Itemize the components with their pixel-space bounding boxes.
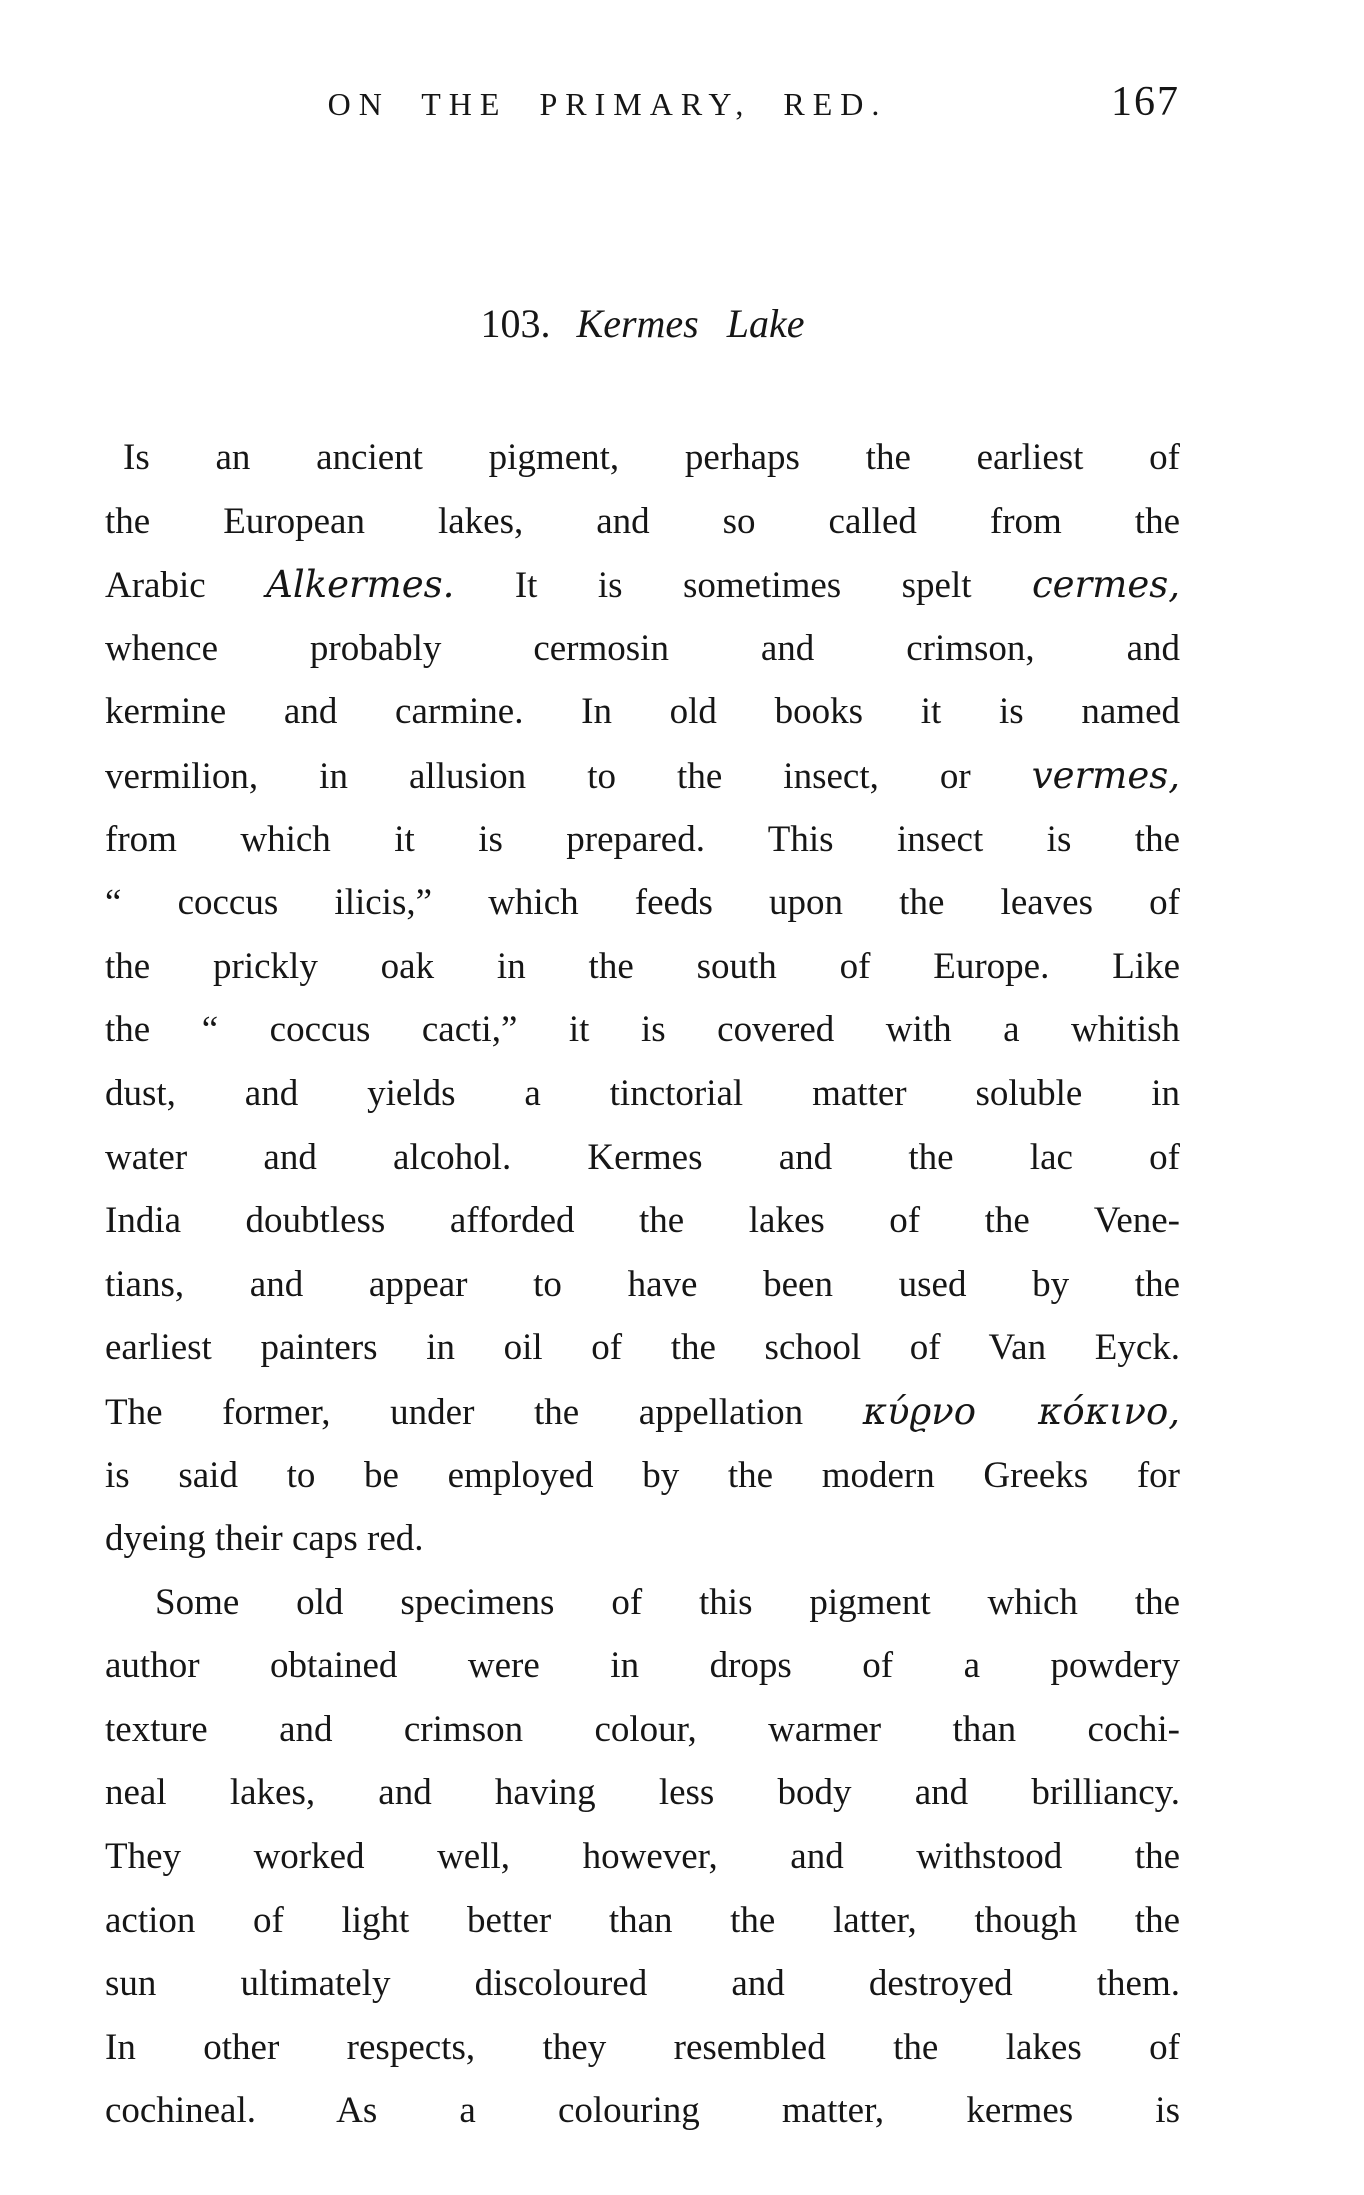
page-header bbox=[105, 79, 1180, 136]
text-line bbox=[105, 1062, 1180, 1126]
text-segment: the “ coccus cacti,” it is covered with a whitish bbox=[105, 1009, 1180, 1051]
text-segment: tians, and appear to have been used by the bbox=[105, 1263, 1180, 1305]
text-line bbox=[105, 935, 1180, 999]
text-line bbox=[105, 1316, 1180, 1380]
text-line bbox=[105, 1825, 1180, 1889]
text-segment: author obtained were in drops of a powdery bbox=[105, 1645, 1180, 1687]
text-segment: India doubtless afforded the lakes of the Vene- bbox=[105, 1200, 1180, 1242]
text-line bbox=[105, 426, 1180, 490]
paragraph bbox=[105, 1571, 1180, 2143]
text-line bbox=[105, 998, 1180, 1062]
text-line bbox=[105, 617, 1180, 681]
text-line bbox=[105, 1444, 1180, 1508]
text-segment: the European lakes, and so called from the bbox=[105, 500, 1180, 542]
text-line bbox=[105, 1952, 1180, 2016]
paragraph bbox=[105, 426, 1180, 1571]
running-head: ON THE PRIMARY, RED. bbox=[327, 86, 888, 122]
text-line bbox=[105, 1761, 1180, 1825]
text-segment: neal lakes, and having less body and brilliancy. bbox=[105, 1772, 1180, 1814]
section-heading bbox=[105, 300, 1180, 347]
text-segment: whence probably cermosin and crimson, and bbox=[105, 627, 1180, 669]
text-segment: action of light better than the latter, though the bbox=[105, 1899, 1180, 1941]
text-segment: the prickly oak in the south of Europe. Like bbox=[105, 945, 1180, 987]
text-segment: Arabic bbox=[105, 565, 267, 607]
text-line bbox=[105, 680, 1180, 744]
text-line bbox=[105, 2079, 1180, 2143]
text-line bbox=[105, 1698, 1180, 1762]
text-segment: dyeing their caps red. bbox=[105, 1518, 424, 1560]
section-number: 103. bbox=[480, 301, 551, 346]
text-line bbox=[105, 490, 1180, 554]
text-segment: dust, and yields a tinctorial matter soluble in bbox=[105, 1072, 1180, 1114]
text-segment: vermilion, in allusion to the insect, or bbox=[105, 755, 1032, 797]
italic-text: κύϱνο κόκινο, bbox=[862, 1389, 1180, 1433]
italic-text: cermes, bbox=[1031, 563, 1180, 607]
text-segment: In other respects, they resembled the lakes of bbox=[105, 2026, 1180, 2068]
text-line bbox=[105, 871, 1180, 935]
text-line bbox=[105, 744, 1180, 808]
text-segment: The former, under the appellation bbox=[105, 1391, 863, 1433]
text-line bbox=[105, 808, 1180, 872]
text-line bbox=[105, 1634, 1180, 1698]
section-title: Kermes Lake bbox=[576, 301, 805, 346]
text-line bbox=[105, 1189, 1180, 1253]
text-line bbox=[105, 553, 1180, 617]
text-line bbox=[105, 1507, 1180, 1571]
text-segment: from which it is prepared. This insect is the bbox=[105, 818, 1180, 860]
page-number: 167 bbox=[1111, 79, 1180, 125]
text-segment: water and alcohol. Kermes and the lac of bbox=[105, 1136, 1180, 1178]
text-segment: is said to be employed by the modern Greeks for bbox=[105, 1454, 1180, 1496]
text-line bbox=[105, 1571, 1180, 1635]
italic-text: Alkermes. bbox=[266, 563, 455, 607]
text-line bbox=[105, 1889, 1180, 1953]
italic-text: vermes, bbox=[1031, 753, 1180, 797]
text-segment: cochineal. As a colouring matter, kermes is bbox=[105, 2090, 1180, 2132]
text-line bbox=[105, 2016, 1180, 2080]
text-segment: texture and crimson colour, warmer than cochi- bbox=[105, 1708, 1180, 1750]
text-segment: sun ultimately discoloured and destroyed them. bbox=[105, 1963, 1180, 2005]
text-line bbox=[105, 1253, 1180, 1317]
text-segment: They worked well, however, and withstood the bbox=[105, 1836, 1180, 1878]
text-segment: “ coccus ilicis,” which feeds upon the leaves of bbox=[105, 882, 1180, 924]
body-text bbox=[105, 426, 1180, 2143]
text-segment: Is an ancient pigment, perhaps the earliest of bbox=[123, 437, 1180, 478]
text-segment: Some old specimens of this pigment which the bbox=[155, 1581, 1180, 1623]
text-segment: kermine and carmine. In old books it is named bbox=[105, 691, 1180, 733]
text-line bbox=[105, 1380, 1180, 1444]
text-segment: earliest painters in oil of the school of Van Eyck. bbox=[105, 1327, 1180, 1369]
text-line bbox=[105, 1126, 1180, 1190]
text-segment: It is sometimes spelt bbox=[454, 565, 1032, 607]
